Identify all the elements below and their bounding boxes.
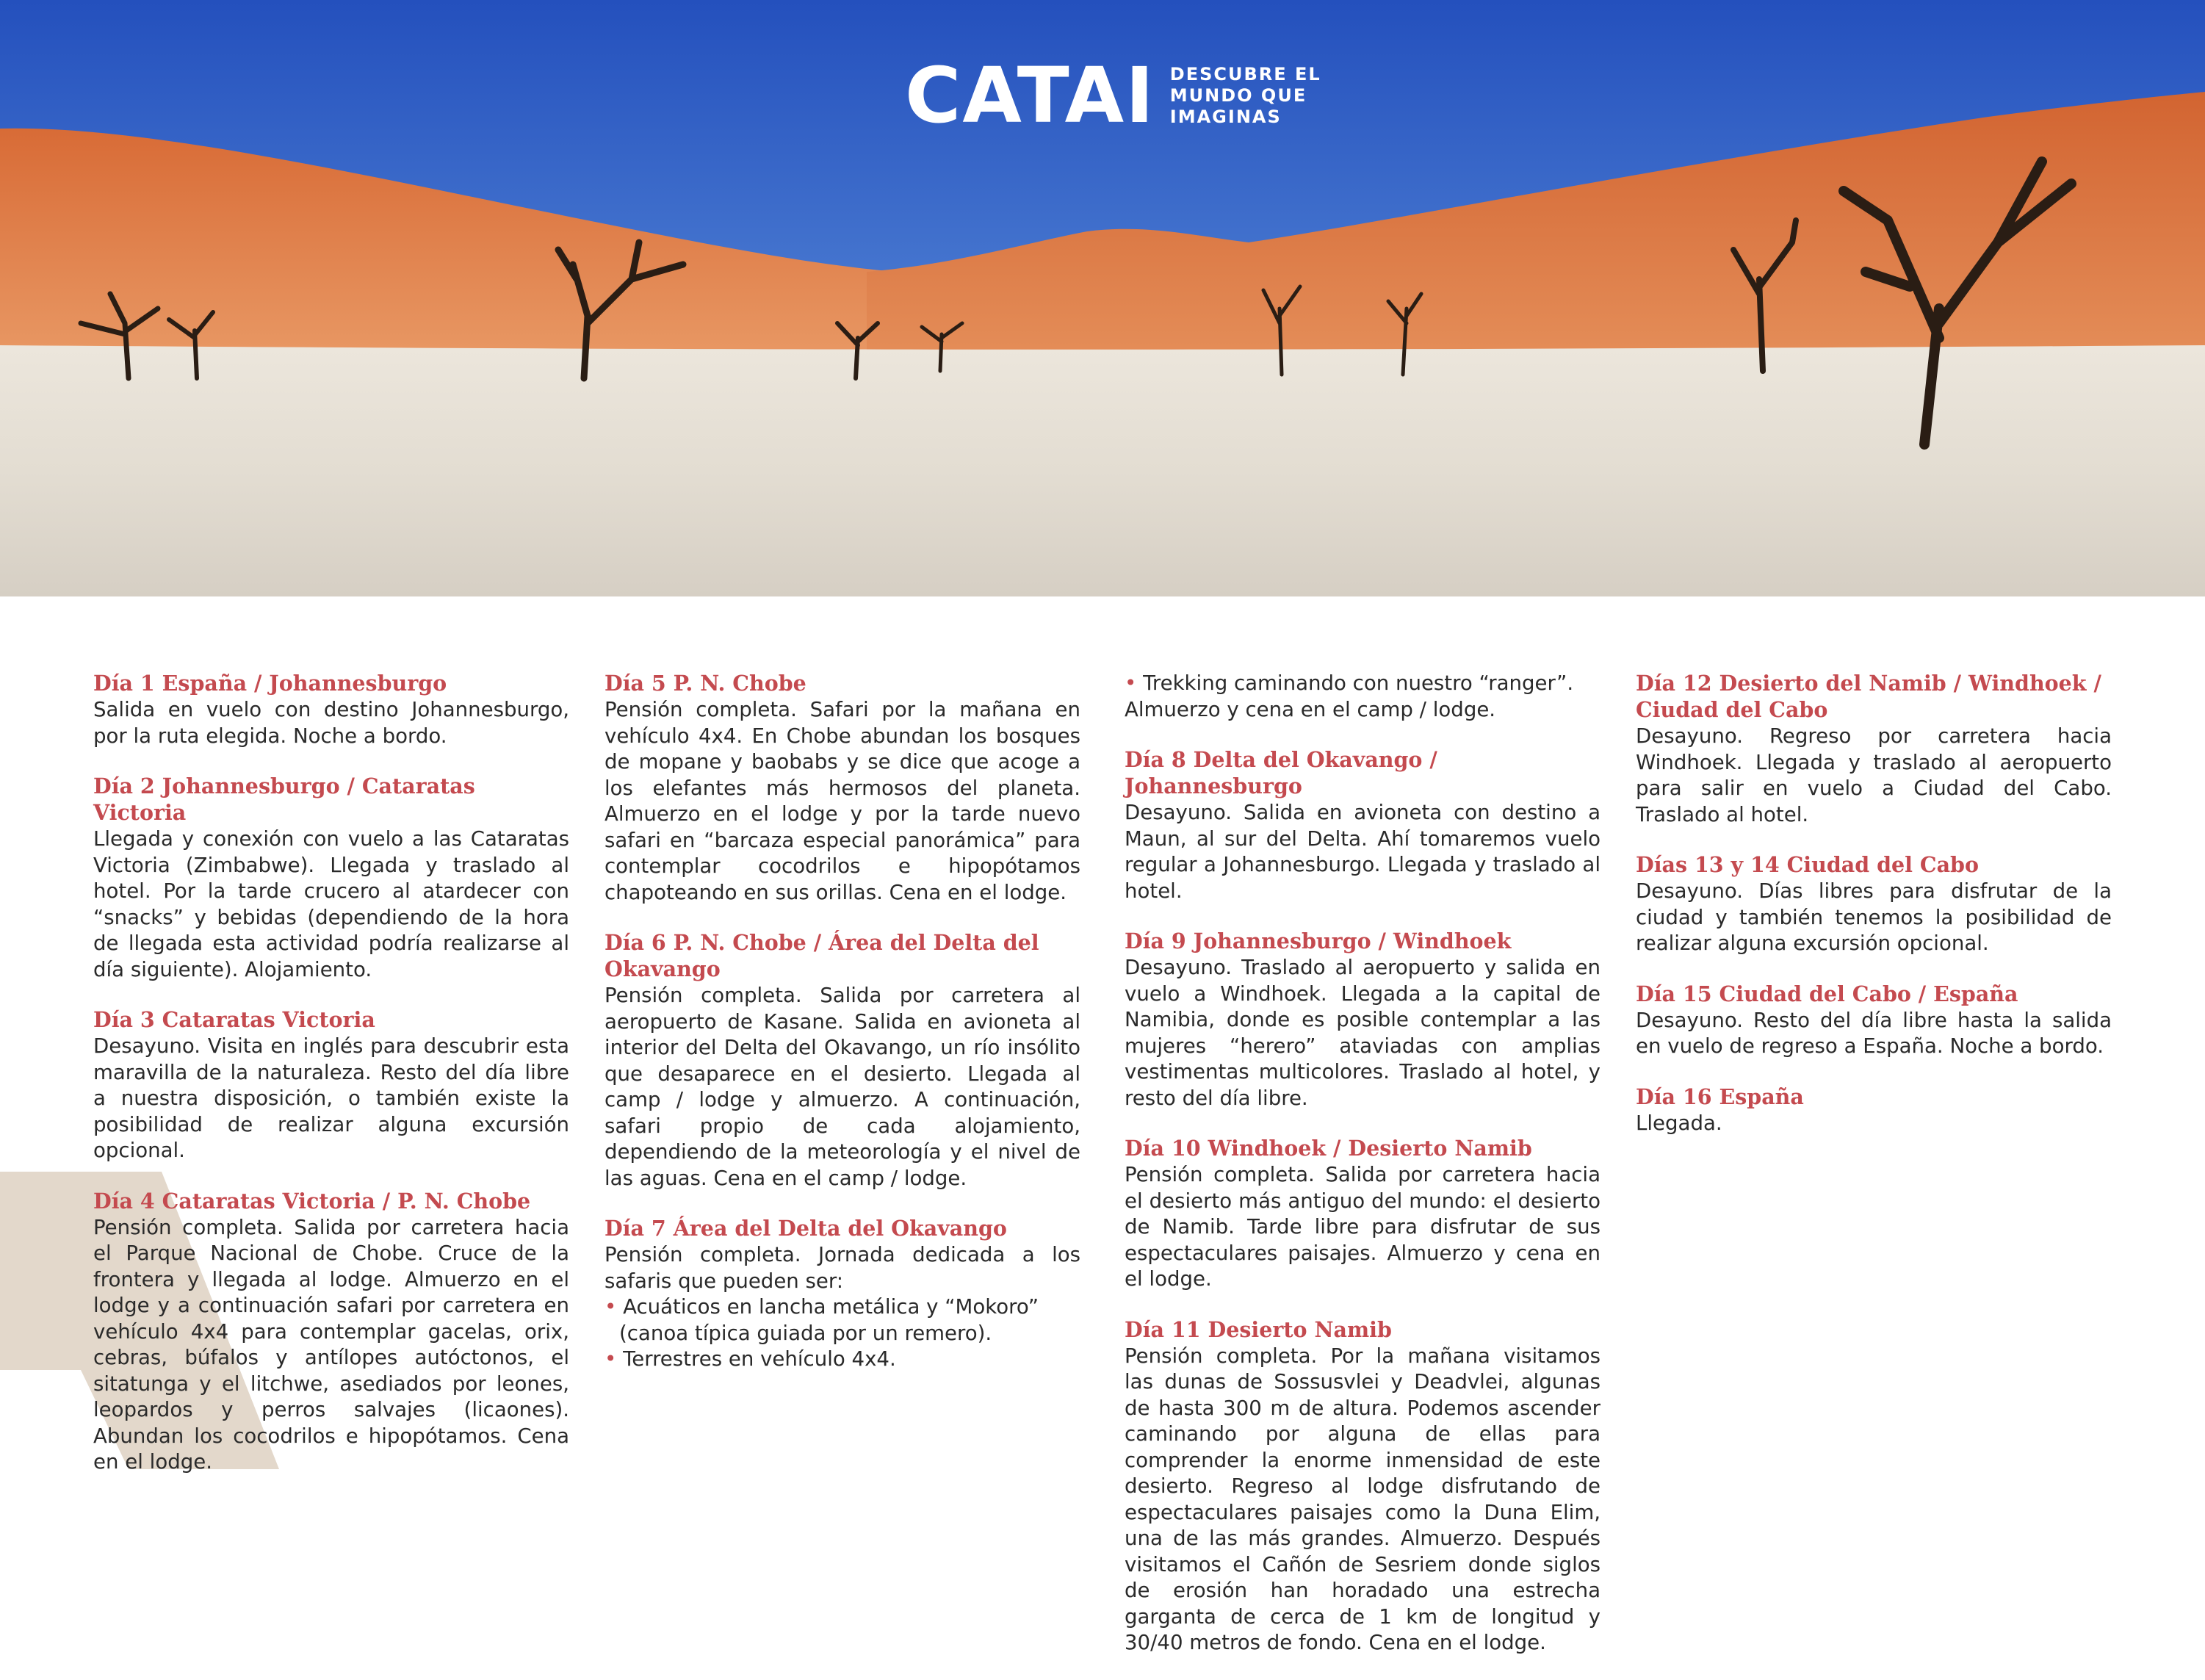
- day-description: Pensión completa. Por la mañana visitamos las dunas de Sossusvlei y Deadvlei, algunas de hasta 300 m de altura. Podemos ascender caminando por alguna de ellas para comprender la enorme inmensidad de este desierto. Regreso al lodge disfrutando de espectaculares paisajes como la Duna Elim, una de las más grandes. Almuerzo. Después visitamos el Cañón de Sesriem donde siglos de erosión han horadado una estrecha garganta de cerca de 1 km de longitud y 30/40 metros de fondo. Cena en el lodge.: [1125, 1343, 1600, 1654]
- itinerary-day: [1125, 1135, 1600, 1292]
- day-description: Almuerzo y cena en el camp / lodge.: [1125, 696, 1496, 721]
- day-title: Días 13 y 14 Ciudad del Cabo: [1636, 852, 1979, 877]
- itinerary-day: [605, 929, 1080, 1191]
- day-description: Desayuno. Resto del día libre hasta la salida en vuelo de regreso a España. Noche a bordo.: [1636, 1007, 2112, 1058]
- day-description: Pensión completa. Salida por carretera hacia el desierto más antiguo del mundo: el desierto de Namib. Tarde libre para disfrutar de sus espectaculares paisajes. Almuerzo y cena en el lodge.: [1125, 1162, 1600, 1291]
- day-description: Pensión completa. Jornada dedicada a los safaris que pueden ser:: [605, 1242, 1080, 1293]
- itinerary-column-1: [93, 670, 569, 1499]
- day-title: Día 7 Área del Delta del Okavango: [605, 1216, 1007, 1241]
- day-title: Día 4 Cataratas Victoria / P. N. Chobe: [93, 1188, 531, 1214]
- day-title: Día 11 Desierto Namib: [1125, 1316, 1392, 1342]
- day-title: Día 12 Desierto del Namib / Windhoek / Ciudad del Cabo: [1636, 671, 2101, 722]
- tagline-line-1: DESCUBRE EL: [1169, 63, 1321, 84]
- day-title: Día 1 España / Johannesburgo: [93, 671, 447, 696]
- itinerary-day-continued: [1125, 670, 1600, 722]
- day-description: Pensión completa. Salida por carretera hacia el Parque Nacional de Chobe. Cruce de la frontera y llegada al lodge. Almuerzo en el lodge y a continuación safari por carretera en vehículo 4x4 para contemplar gacelas, orix, cebras, búfalos y antílopes autóctonos, el sitatunga y el litchwe, asediados por leones, leopardos y perros salvajes (licaones). Abundan los cocodrilos e hipopótamos. Cena en el lodge.: [93, 1214, 569, 1474]
- day-title: Día 8 Delta del Okavango / Johannesburgo: [1125, 747, 1437, 798]
- safari-option-item: [605, 1346, 1080, 1372]
- itinerary-day: [1636, 1084, 2112, 1136]
- bullet-text: Acuáticos en lancha metálica y “Mokoro” (canoa típica guiada por un remero).: [619, 1294, 1039, 1345]
- day-description: Salida en vuelo con destino Johannesburgo, por la ruta elegida. Noche a bordo.: [93, 697, 569, 748]
- safari-option-item: [605, 1294, 1080, 1346]
- day-description: Desayuno. Visita en inglés para descubrir esta maravilla de la naturaleza. Resto del día libre a nuestra disposición, o también existe la posibilidad de realizar alguna excursión opcional.: [93, 1034, 569, 1162]
- tagline-line-3: IMAGINAS: [1169, 106, 1282, 127]
- day-description: Llegada y conexión con vuelo a las Cataratas Victoria (Zimbabwe). Llegada y traslado al hotel. Por la tarde crucero al atardecer con “snacks” y bebidas (dependiendo de la hora de llegada esta actividad podría realizarse al día siguiente). Alojamiento.: [93, 826, 569, 981]
- day-title: Día 16 España: [1636, 1084, 1804, 1109]
- itinerary-day: [1636, 981, 2112, 1059]
- bullet-dot-icon: •: [605, 1346, 624, 1371]
- itinerary-day: [1636, 851, 2112, 956]
- itinerary-day: [1125, 1316, 1600, 1656]
- itinerary-day: [93, 773, 569, 982]
- day-description: Pensión completa. Safari por la mañana en vehículo 4x4. En Chobe abundan los bosques de mopane y baobabs y se dice que acoge a los elefantes más hermosos del planeta. Almuerzo en el lodge y por la tarde nuevo safari en “barcaza especial panorámica” para contemplar cocodrilos e hipopótamos chapoteando en sus orillas. Cena en el lodge.: [605, 697, 1080, 904]
- itinerary-day: [1125, 746, 1600, 904]
- itinerary-day: [93, 670, 569, 749]
- itinerary-column-2: [605, 670, 1080, 1396]
- hero-photo: [0, 0, 2205, 596]
- logo-wordmark: CATAI: [905, 51, 1155, 140]
- itinerary-day: [605, 670, 1080, 905]
- day-title: Día 5 P. N. Chobe: [605, 671, 806, 696]
- day-title: Día 2 Johannesburgo / Cataratas Victoria: [93, 774, 475, 825]
- logo-tagline: [1170, 64, 1321, 128]
- tagline-line-2: MUNDO QUE: [1169, 84, 1307, 106]
- day-description: Desayuno. Salida en avioneta con destino a Maun, al sur del Delta. Ahí tomaremos vuelo regular a Johannesburgo. Llegada y traslado al hotel.: [1125, 800, 1600, 903]
- itinerary-column-4: [1636, 670, 2112, 1160]
- day-description: Llegada.: [1636, 1110, 1722, 1135]
- catai-logo: [905, 51, 1321, 140]
- day-title: Día 3 Cataratas Victoria: [93, 1007, 375, 1032]
- day-title: Día 15 Ciudad del Cabo / España: [1636, 981, 2018, 1006]
- itinerary-column-3: [1125, 670, 1600, 1680]
- day-title: Día 10 Windhoek / Desierto Namib: [1125, 1136, 1532, 1161]
- day-description: Desayuno. Regreso por carretera hacia Windhoek. Llegada y traslado al aeropuerto para salir en vuelo a Ciudad del Cabo. Traslado al hotel.: [1636, 724, 2112, 826]
- day-description: Pensión completa. Salida por carretera al aeropuerto de Kasane. Salida en avioneta al interior del Delta del Okavango, un río insólito que desaparece en el desierto. Llegada al camp / lodge y almuerzo. A continuación, safari propio de cada alojamiento, dependiendo de la meteorología y el nivel de las aguas. Cena en el camp / lodge.: [605, 983, 1080, 1190]
- itinerary-day: [93, 1188, 569, 1475]
- day-title: Día 9 Johannesburgo / Windhoek: [1125, 929, 1512, 953]
- day-description: Desayuno. Días libres para disfrutar de la ciudad y también tenemos la posibilidad de realizar alguna excursión opcional.: [1636, 879, 2112, 955]
- day-title: Día 6 P. N. Chobe / Área del Delta del Okavango: [605, 930, 1039, 981]
- bullet-dot-icon: •: [1125, 671, 1144, 695]
- safari-option-item: [1125, 670, 1600, 696]
- itinerary-day: [605, 1215, 1080, 1372]
- itinerary-day: [1636, 670, 2112, 827]
- itinerary-day: [93, 1006, 569, 1164]
- bullet-dot-icon: •: [605, 1294, 624, 1319]
- bullet-text: Terrestres en vehículo 4x4.: [623, 1346, 896, 1371]
- itinerary-day: [1125, 928, 1600, 1111]
- day-description: Desayuno. Traslado al aeropuerto y salida en vuelo a Windhoek. Llegada a la capital de Namibia, donde es posible contemplar a las mujeres “herero” ataviadas con amplias vestimentas multicolores. Traslado al hotel, y resto del día libre.: [1125, 955, 1600, 1110]
- bullet-text: Trekking caminando con nuestro “ranger”.: [1143, 671, 1574, 695]
